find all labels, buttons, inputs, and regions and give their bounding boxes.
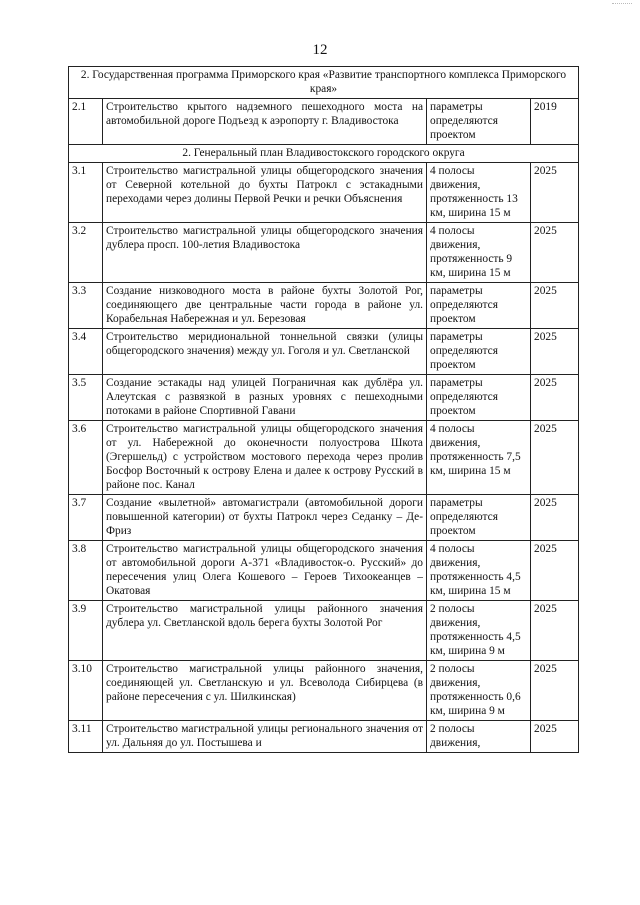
row-description: Создание эстакады над улицей Пограничная как дублёра ул. Алеутская с развязкой в разных уровнях с пешеходными потоками в районе Спортивной Гавани [103,375,427,421]
row-number: 3.4 [69,329,103,375]
table-row [69,601,579,661]
row-year: 2025 [531,421,579,495]
row-number: 3.8 [69,541,103,601]
row-year: 2025 [531,283,579,329]
row-parameters: параметры определяются проектом [427,329,531,375]
row-number: 2.1 [69,99,103,145]
section-header: 2. Государственная программа Приморского края «Развитие транспортного комплекса Приморского края» [69,67,579,99]
row-description: Строительство магистральной улицы общегородского значения дублера просп. 100-летия Владивостока [103,223,427,283]
row-parameters: 2 полосы движения, [427,721,531,753]
row-parameters: 4 полосы движения, протяженность 13 км, ширина 15 м [427,163,531,223]
table-row [69,163,579,223]
section-header: 2. Генеральный план Владивостокского городского округа [69,145,579,163]
section-header-row [69,145,579,163]
row-year: 2025 [531,329,579,375]
row-parameters: 2 полосы движения, протяженность 0,6 км, ширина 9 м [427,661,531,721]
row-description: Строительство меридиональной тоннельной связки (улицы общегородского значения) между ул. Гоголя и ул. Светланской [103,329,427,375]
row-number: 3.3 [69,283,103,329]
row-parameters: параметры определяются проектом [427,495,531,541]
table-row [69,329,579,375]
table-row [69,421,579,495]
row-year: 2019 [531,99,579,145]
table-row [69,721,579,753]
table-row [69,283,579,329]
page-number: 12 [312,42,328,58]
row-description: Строительство магистральной улицы районного значения дублера ул. Светланской вдоль берега бухты Золотой Рог [103,601,427,661]
row-year: 2025 [531,721,579,753]
row-description: Создание «вылетной» автомагистрали (автомобильной дороги повышенной категории) от бухты Патрокл через Седанку – Де-Фриз [103,495,427,541]
row-year: 2025 [531,661,579,721]
table-row [69,223,579,283]
row-parameters: параметры определяются проектом [427,283,531,329]
table-row [69,661,579,721]
row-year: 2025 [531,541,579,601]
row-description: Строительство магистральной улицы общегородского значения от Северной котельной до бухты Патрокл с эстакадными переходами через долины Первой Речки и речки Объяснения [103,163,427,223]
table-row [69,541,579,601]
table-row [69,99,579,145]
row-number: 3.10 [69,661,103,721]
row-parameters: параметры определяются проектом [427,375,531,421]
row-number: 3.7 [69,495,103,541]
row-parameters: 4 полосы движения, протяженность 7,5 км, ширина 15 м [427,421,531,495]
row-year: 2025 [531,601,579,661]
row-year: 2025 [531,495,579,541]
row-number: 3.11 [69,721,103,753]
row-year: 2025 [531,375,579,421]
row-year: 2025 [531,163,579,223]
table-row [69,495,579,541]
table-row [69,375,579,421]
row-number: 3.5 [69,375,103,421]
row-description: Строительство магистральной улицы регионального значения от ул. Дальняя до ул. Постышева и [103,721,427,753]
section-header-row [69,67,579,99]
row-year: 2025 [531,223,579,283]
row-description: Строительство магистральной улицы общегородского значения от ул. Набережной до оконечности полуострова Шкота (Эгершельд) с устройством мостового перехода через пролив Босфор Восточный к острову Елена и далее к острову Русский в районе пос. Канал [103,421,427,495]
row-parameters: параметры определяются проектом [427,99,531,145]
row-number: 3.9 [69,601,103,661]
row-parameters: 4 полосы движения, протяженность 4,5 км, ширина 15 м [427,541,531,601]
row-description: Строительство магистральной улицы районного значения, соединяющей ул. Светланскую и ул. Всеволода Сибирцева (в районе пересечения с ул. Шилкинская) [103,661,427,721]
row-description: Строительство крытого надземного пешеходного моста на автомобильной дороге Подъезд к аэропорту г. Владивостока [103,99,427,145]
row-number: 3.2 [69,223,103,283]
row-number: 3.6 [69,421,103,495]
row-number: 3.1 [69,163,103,223]
corner-mark [612,3,632,5]
row-description: Строительство магистральной улицы общегородского значения от автомобильной дороги А-371 «Владивосток-о. Русский» до пересечения улиц Олега Кошевого – Героев Тихоокеанцев – Окатовая [103,541,427,601]
projects-table [68,66,579,753]
row-parameters: 4 полосы движения, протяженность 9 км, ширина 15 м [427,223,531,283]
row-parameters: 2 полосы движения, протяженность 4,5 км, ширина 9 м [427,601,531,661]
row-description: Создание низководного моста в районе бухты Золотой Рог, соединяющего две центральные части города в районе ул. Корабельная Набережная и ул. Березовая [103,283,427,329]
